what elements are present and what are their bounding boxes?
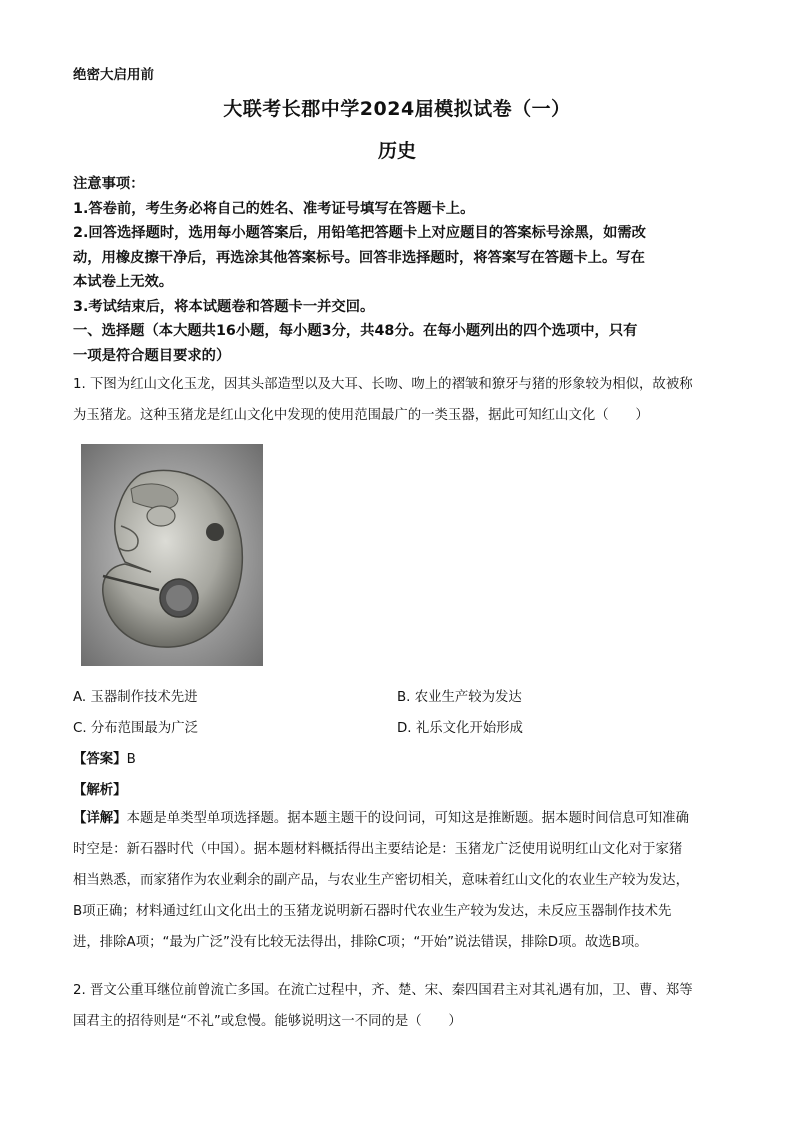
answer-value: B bbox=[126, 752, 136, 767]
question-line: 1. 下图为红山文化玉龙，因其头部造型以及大耳、长吻、吻上的褶皱和獠牙与猪的形象较为相似，故被称 bbox=[73, 377, 693, 392]
exam-title: 大联考长郡中学2024届模拟试卷（一） bbox=[223, 98, 571, 120]
option-b: B. 农业生产较为发达 bbox=[397, 690, 522, 705]
question-1-stem bbox=[73, 369, 733, 431]
confidential-label: 绝密大启用前 bbox=[73, 67, 154, 83]
question-2-stem bbox=[73, 975, 733, 1037]
option-a: A. 玉器制作技术先进 bbox=[73, 690, 198, 705]
subject-title: 历史 bbox=[377, 140, 416, 162]
instruction-line: 动，用橡皮擦干净后，再选涂其他答案标号。回答非选择题时，将答案写在答题卡上。写在 bbox=[73, 249, 645, 266]
explanation-line: B项正确；材料通过红山文化出土的玉猪龙说明新石器时代农业生产较为发达，未反应玉器制作技术先 bbox=[73, 904, 672, 919]
instruction-line: 1.答卷前，考生务必将自己的姓名、准考证号填写在答题卡上。 bbox=[73, 200, 475, 217]
instruction-line: 3.考试结束后，将本试题卷和答题卡一并交回。 bbox=[73, 298, 375, 315]
instructions-heading: 注意事项： bbox=[73, 176, 145, 192]
section-heading: 一项是符合题目要求的） bbox=[73, 347, 231, 364]
explanation-line: 相当熟悉，而家猪作为农业剩余的副产品，与农业生产密切相关，意味着红山文化的农业生产较为发达， bbox=[73, 873, 689, 888]
option-c: C. 分布范围最为广泛 bbox=[73, 721, 198, 736]
question-line: 2. 晋文公重耳继位前曾流亡多国。在流亡过程中，齐、楚、宋、秦四国君主对其礼遇有加，卫、曹、郑等 bbox=[73, 983, 693, 998]
option-d: D. 礼乐文化开始形成 bbox=[397, 721, 523, 736]
instruction-line: 本试卷上无效。 bbox=[73, 274, 174, 290]
section-heading: 一、选择题（本大题共16小题，每小题3分，共48分。在每小题列出的四个选项中，只有 bbox=[73, 323, 638, 339]
explanation-line: 【详解】本题是单类型单项选择题。据本题主题干的设问词，可知这是推断题。据本题时间信息可知准确 bbox=[73, 811, 689, 826]
explanation-line: 时空是：新石器时代（中国）。据本题材料概括得出主要结论是：玉猪龙广泛使用说明红山文化对于家猪 bbox=[73, 842, 683, 857]
answer-tag: 【答案】 bbox=[73, 752, 127, 767]
detailed-explanation bbox=[73, 803, 728, 958]
question-line: 为玉猪龙。这种玉猪龙是红山文化中发现的使用范围最广的一类玉器，据此可知红山文化（ ） bbox=[73, 408, 649, 423]
detail-tag: 【详解】 bbox=[73, 811, 127, 826]
instruction-line: 2.回答选择题时，选用每小题答案后，用铅笔把答题卡上对应题目的答案标号涂黑，如需改 bbox=[73, 225, 646, 241]
answer-line bbox=[73, 748, 136, 767]
instructions bbox=[73, 172, 723, 368]
analysis-tag: 【解析】 bbox=[73, 783, 127, 798]
explanation-line: 进，排除A项；“最为广泛”没有比较无法得出，排除C项；“开始”说法错误，排除D项。故选B项。 bbox=[73, 935, 648, 950]
analysis-heading bbox=[73, 779, 127, 798]
question-line: 国君主的招待则是“不礼”或怠慢。能够说明这一不同的是（ ） bbox=[73, 1014, 462, 1029]
jade-pig-dragon-image bbox=[81, 444, 263, 666]
